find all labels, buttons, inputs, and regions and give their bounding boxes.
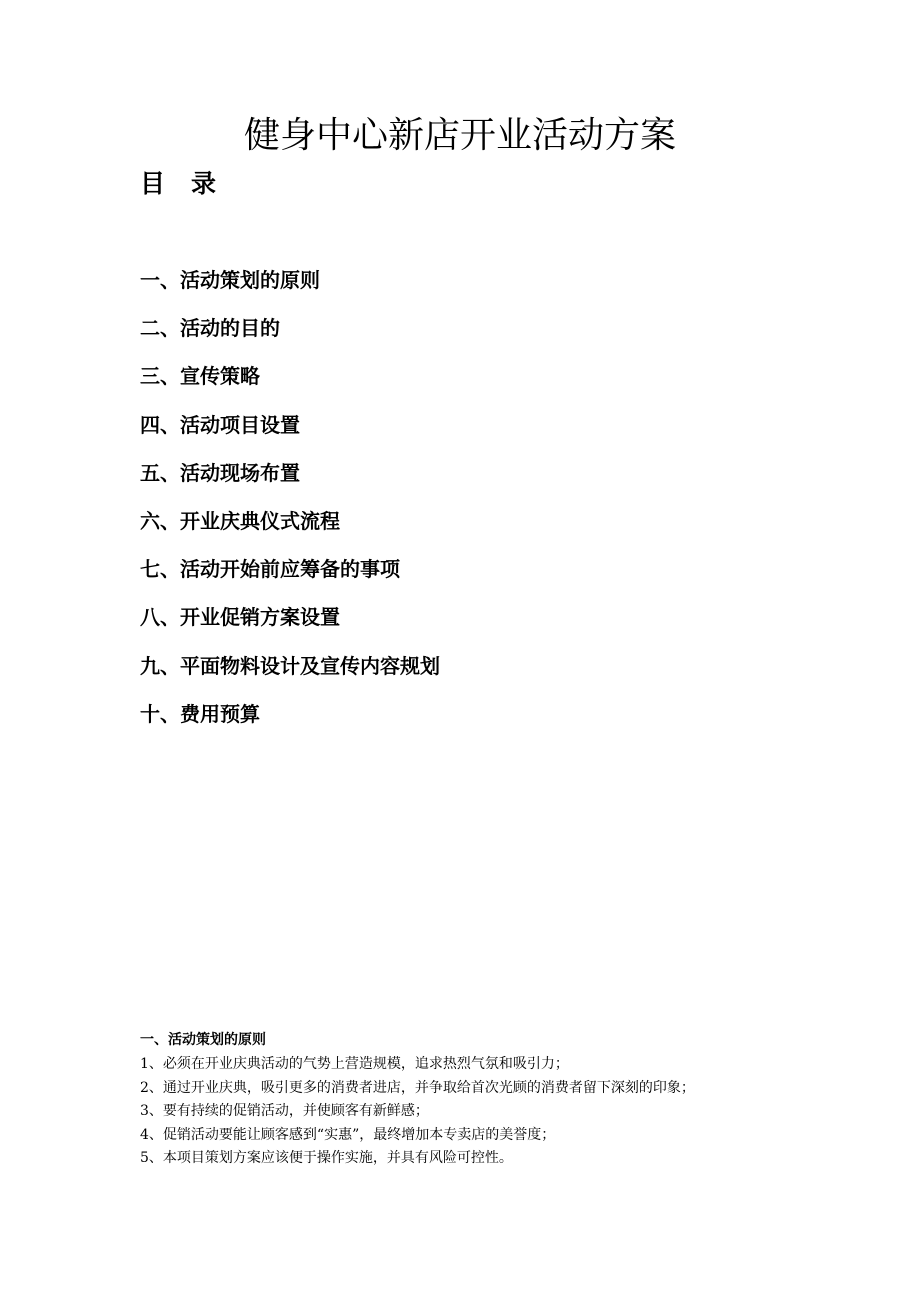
list-item: 3、要有持续的促销活动，并使顾客有新鲜感；: [140, 1103, 429, 1119]
section-principles: [140, 1030, 840, 1171]
toc-item: 一、活动策划的原则: [140, 268, 320, 292]
toc-item: 八、开业促销方案设置: [140, 605, 340, 630]
toc-item: 九、平面物料设计及宣传内容规划: [140, 653, 440, 678]
toc-item: 五、活动现场布置: [140, 460, 300, 485]
toc-item: 七、活动开始前应筹备的事项: [140, 557, 400, 582]
toc-heading: 目录: [140, 169, 243, 198]
list-item: 1、必须在开业庆典活动的气势上营造规模，追求热烈气氛和吸引力；: [140, 1056, 569, 1072]
toc-item: 三、宣传策略: [140, 364, 260, 389]
document-title: 健身中心新店开业活动方案: [243, 115, 676, 156]
principles-list: [140, 1053, 840, 1171]
list-item: 5、本项目策划方案应该便于操作实施，并具有风险可控性。: [140, 1150, 513, 1166]
list-item: 2、通过开业庆典，吸引更多的消费者进店，并争取给首次光顾的消费者留下深刻的印象；: [140, 1079, 695, 1096]
toc-item: 四、活动项目设置: [140, 412, 300, 437]
toc-item: 十、费用预算: [140, 701, 260, 726]
toc-item: 六、开业庆典仪式流程: [140, 508, 340, 533]
list-item: 4、促销活动要能让顾客感到“实惠”，最终增加本专卖店的美誉度；: [140, 1126, 556, 1143]
toc-item: 二、活动的目的: [140, 316, 280, 341]
section-heading: 一、活动策划的原则: [140, 1032, 266, 1048]
table-of-contents: [140, 263, 440, 745]
